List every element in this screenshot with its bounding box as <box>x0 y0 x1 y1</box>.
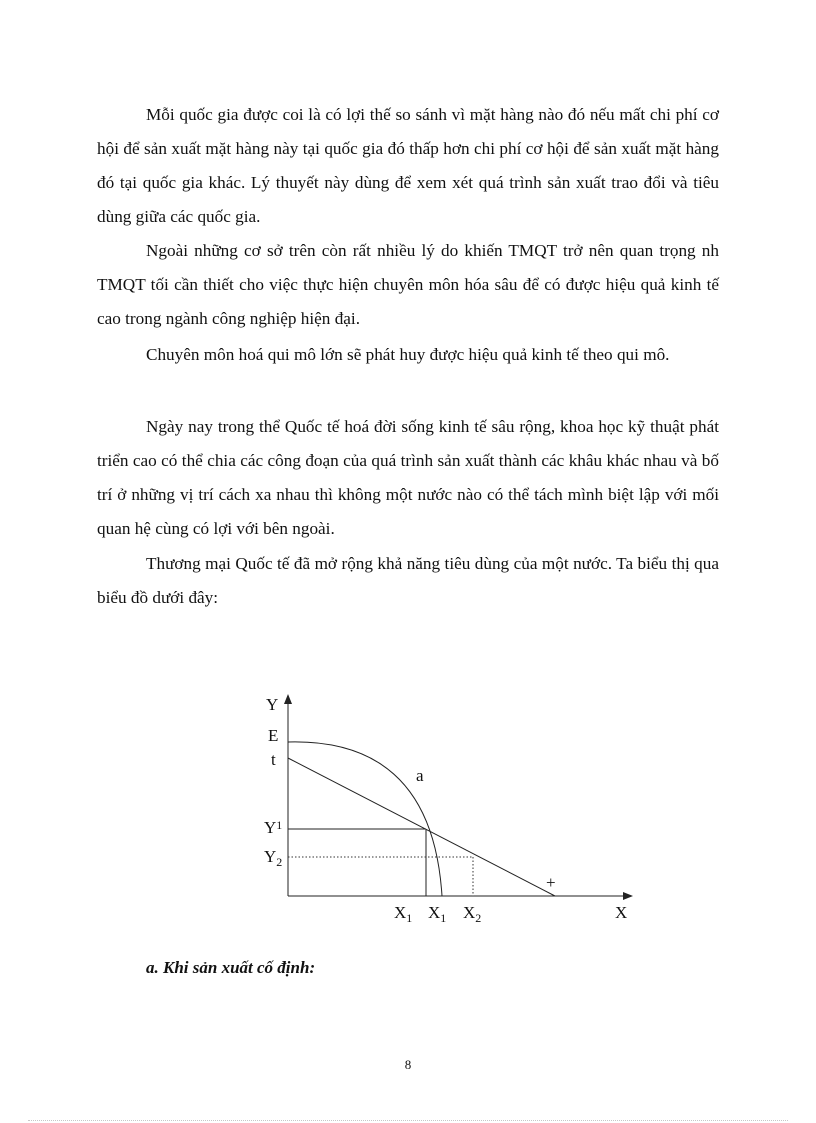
paragraph-globalization: Ngày nay trong thể Quốc tế hoá đời sống kinh tế sâu rộng, khoa học kỹ thuật phát triển cao có thể chia các công đoạn của quá trình sản xuất thành các khâu khác nhau và bố trí ở những vị trí cách xa nhau thì không một nước nào có thể tách mình biệt lập với mối quan hệ cùng có lợi với bên ngoài. <box>97 417 719 538</box>
label-t: t <box>271 750 276 769</box>
ppf-diagram <box>240 680 650 930</box>
section-heading: a. Khi sản xuất cố định: <box>146 958 316 977</box>
paragraph-consumption: Thương mại Quốc tế đã mở rộng khả năng tiêu dùng của một nước. Ta biểu thị qua biểu đồ dưới đây: <box>97 554 719 607</box>
x-tick-label: $X_1$ <box>394 903 413 925</box>
page-bottom-divider <box>28 1120 788 1121</box>
page-number: 8 <box>404 1057 412 1072</box>
x-axis-label: X <box>615 903 628 922</box>
y-axis-arrow <box>284 694 292 704</box>
paragraph-comparative-advantage: Mỗi quốc gia được coi là có lợi thế so sánh vì mặt hàng nào đó nếu mất chi phí cơ hội để sản xuất mặt hàng này tại quốc gia đó thấp hơn chi phí cơ hội để sản xuất mặt hàng đó tại quốc gia khác. Lý thuyết này dùng để xem xét quá trình sản xuất trao đổi và tiêu dùng giữa các quốc gia. <box>97 105 719 226</box>
label-a: a <box>416 766 424 785</box>
label-y1: $Y^1$ <box>264 818 283 837</box>
x-axis-arrow <box>623 892 633 900</box>
x-tick-label: $X_1$ <box>428 903 447 925</box>
paragraph-trade-importance: Ngoài những cơ sở trên còn rất nhiều lý do khiến TMQT trở nên quan trọng nh TMQT tối cần thiết cho việc thực hiện chuyên môn hóa sâu để có được hiệu quả kinh tế cao trong ngành công nghiệp hiện đại. <box>97 241 719 328</box>
y-axis-label: Y <box>266 695 279 714</box>
paragraph-specialization: Chuyên môn hoá qui mô lớn sẽ phát huy được hiệu quả kinh tế theo qui mô. <box>146 345 670 364</box>
label-plus: + <box>546 873 556 892</box>
x-tick-label: $X_2$ <box>463 903 482 925</box>
label-e: E <box>268 726 279 745</box>
label-y2: $Y_2$ <box>264 847 283 869</box>
